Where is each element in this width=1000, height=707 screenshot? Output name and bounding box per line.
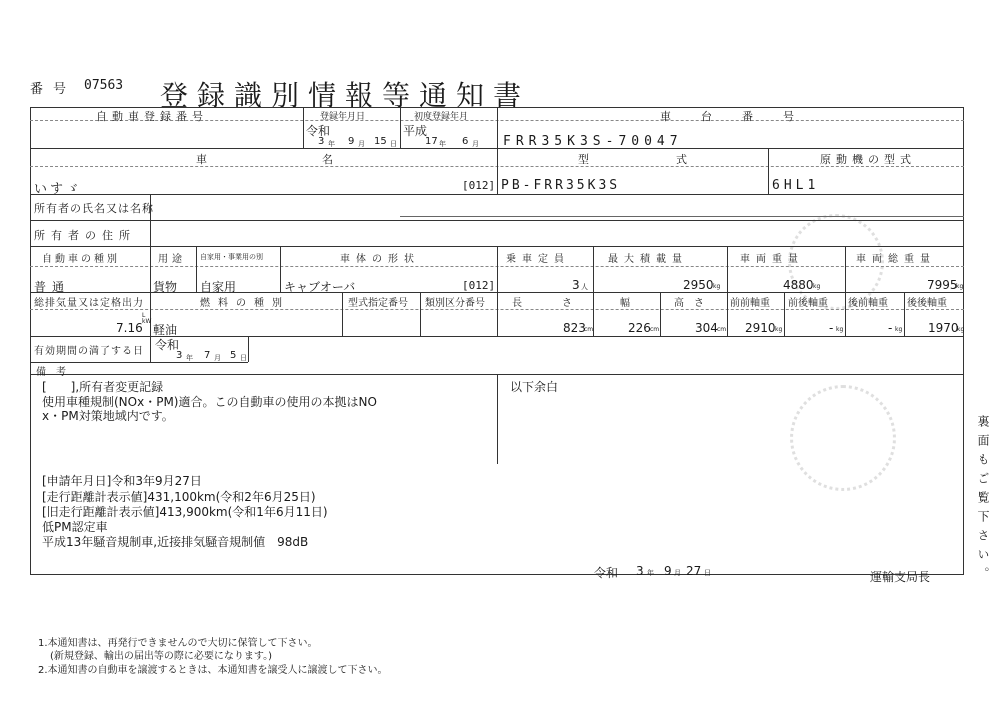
rear-rear-axle-label: 後後軸重 [907,298,947,309]
rule [420,292,421,336]
year-unit: 年 [328,140,335,148]
issue-era: 令和 [594,566,619,580]
kg-unit: kg [836,326,844,333]
chassis-number: FRR35K3S-70047 [503,134,683,149]
reg-date-label: 登録年月日 [320,112,366,122]
kg-unit: kg [775,326,783,333]
side-note: 裏面もご覧下さい。 [976,415,990,586]
day-unit: 日 [704,569,711,577]
day-unit: 日 [390,140,397,148]
first-reg-year: 17 [425,136,438,147]
reg-year: 3 [318,136,325,147]
month-unit: 月 [674,569,681,577]
displacement-label: 総排気量又は定格出力 [34,298,144,309]
document-number: 07563 [84,78,124,93]
vehicle-weight: 4880 [783,278,814,292]
year-unit: 年 [647,569,654,577]
kw-unit: kW [142,318,152,325]
vehicle-name-label-1: 車 [196,153,212,166]
height: 304 [695,321,718,335]
private-business: 自家用 [200,280,237,294]
number-label: 番号 [30,82,77,97]
issue-month: 9 [664,564,672,578]
capacity-label: 乗車定員 [506,254,570,265]
remarks-line: 使用車種規制(NOx・PM)適合。この自動車の使用の本拠はNO [42,395,377,409]
rule [768,148,769,194]
body-shape-code: [012] [462,279,496,292]
front-rear-axle-weight: - [829,321,834,335]
remarks-line: [走行距離計表示値]431,100km(令和2年6月25日) [42,490,316,504]
rule [497,246,498,336]
vehicle-kind-label: 自動車の種別 [42,254,120,265]
vehicle-kind: 普通 [34,280,71,294]
reg-era: 令和 [306,124,331,138]
reg-number-label: 自動車登録番号 [96,110,208,123]
rear-front-axle-label: 後前軸重 [848,298,888,309]
reg-day: 15 [374,136,387,147]
footer-note: 2.本通知書の自動車を譲渡するときは、本通知書を譲受人に譲渡して下さい。 [38,665,388,676]
owner-address-label: 所有者の住所 [34,229,136,242]
width-label: 幅 [620,298,630,309]
remarks-line: [ ],所有者変更記録 [42,380,164,394]
rule [248,336,249,362]
displacement: 7.16 [116,321,143,335]
capacity: 3 [572,278,580,292]
rear-front-axle-weight: - [888,321,893,335]
first-reg-label: 初度登録年月 [414,112,469,122]
vehicle-use: 貨物 [153,280,178,294]
type-designation-label: 型式指定番号 [348,298,408,309]
displacement-unit: L [142,312,146,319]
underline [400,216,964,217]
model-label-1: 型 [578,153,594,166]
rear-rear-axle-weight: 1970 [928,321,959,335]
rule [727,246,728,292]
remarks-line: 平成13年騒音規制車,近接排気騒音規制値 98dB [42,535,309,549]
footer-note: 1.本通知書は、再発行できませんので大切に保管して下さい。 [38,638,318,649]
rule [784,292,785,336]
month-unit: 月 [214,354,221,362]
private-business-label: 自家用・事業用の別 [200,253,263,261]
footer-note: (新規登録、輸出の届出等の際に必要になります。) [50,651,273,662]
reg-month: 9 [348,136,355,147]
body-shape: キャブオーバ [284,280,356,294]
month-unit: 月 [358,140,365,148]
rule [196,246,197,292]
front-front-axle-weight: 2910 [745,321,776,335]
vehicle-weight-label: 車両重量 [740,254,804,265]
page-title: 登録識別情報等通知書 [160,79,531,112]
day-unit: 日 [240,354,247,362]
rule [593,246,594,292]
kg-unit: kg [813,283,821,290]
rule [280,246,281,292]
gross-weight: 7995 [927,278,958,292]
kg-unit: kg [956,283,964,290]
fuel-type: 軽油 [153,323,178,337]
issue-year: 3 [636,564,644,578]
rule [342,292,343,336]
month-unit: 月 [472,140,479,148]
rule [30,194,964,195]
year-unit: 年 [439,140,446,148]
rule [845,292,846,336]
first-reg-month: 6 [462,136,469,147]
remarks-right-text: 以下余白 [510,380,559,394]
kg-unit: kg [713,283,721,290]
owner-name-label: 所有者の氏名又は名称 [34,202,154,215]
rule [497,148,498,194]
cm-unit: cm [584,326,594,333]
remarks-label: 備考 [36,367,76,378]
length-label: 長さ [512,298,612,309]
class-number-label: 類別区分番号 [425,298,485,309]
max-load-label: 最大積載量 [608,254,688,265]
max-load: 2950 [683,278,714,292]
rule [845,246,846,292]
expiry-month: 7 [204,350,211,361]
issuing-office: 運輸支局長 [870,570,931,584]
rule [727,292,728,336]
rule [660,292,661,336]
first-reg-era: 平成 [403,124,428,138]
height-label: 高さ [674,298,714,309]
rule [497,374,498,464]
length: 823 [563,321,586,335]
front-front-axle-label: 前前軸重 [730,298,770,309]
year-unit: 年 [186,354,193,362]
rule [303,107,304,148]
expiry-label: 有効期間の満了する日 [34,346,144,357]
cm-unit: cm [717,326,727,333]
kg-unit: kg [895,326,903,333]
model-label-2: 式 [676,153,692,166]
body-shape-label: 車体の形状 [340,254,420,265]
rule [400,107,401,148]
vehicle-make: いすゞ [34,182,83,197]
issue-day: 27 [686,564,702,578]
rule [904,292,905,336]
expiry-era: 令和 [155,338,180,352]
expiry-day: 5 [230,350,237,361]
cm-unit: cm [650,326,660,333]
model-code: [012] [462,179,496,192]
vehicle-name-label-2: 名 [322,153,338,166]
rule [497,107,498,148]
vehicle-model: PB-FRR35K3S [501,178,621,193]
fuel-label: 燃料の種別 [200,298,290,309]
gross-weight-label: 車両総重量 [856,254,936,265]
remarks-line: 低PM認定車 [42,520,108,534]
expiry-year: 3 [176,350,183,361]
kg-unit: kg [957,326,965,333]
rule [30,220,964,221]
rule [150,336,151,362]
width: 226 [628,321,651,335]
engine-model-label: 原動機の型式 [820,153,916,166]
front-rear-axle-label: 前後軸重 [788,298,828,309]
remarks-line: [申請年月日]令和3年9月27日 [42,474,202,488]
remarks-line: [旧走行距離計表示値]413,900km(令和1年6月11日) [42,505,328,519]
engine-model: 6HL1 [772,178,820,193]
chassis-number-label: 車台番号 [660,110,824,123]
capacity-unit: 人 [581,283,588,291]
use-label: 用途 [158,254,186,265]
remarks-line: x・PM対策地域内です。 [42,409,174,423]
